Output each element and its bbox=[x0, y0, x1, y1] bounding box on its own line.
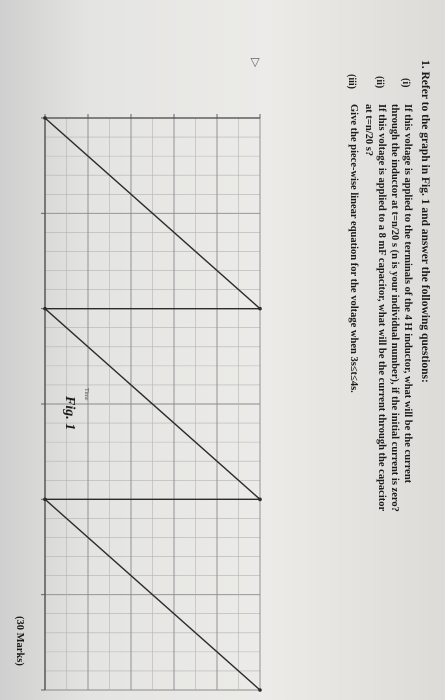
question-number: 1. bbox=[419, 60, 431, 69]
part-i-label: (i) bbox=[400, 78, 411, 88]
voltage-data-point bbox=[43, 307, 47, 311]
pen-arrow-icon: ▷ bbox=[249, 58, 263, 68]
part-ii-label: (ii) bbox=[374, 76, 385, 89]
voltage-data-point bbox=[258, 498, 262, 502]
part-ii-line-1: If this voltage is applied to a 8 mF capacitor, what will be the current through the capacitor bbox=[376, 104, 387, 512]
time-axis-unit: Time bbox=[83, 388, 89, 401]
part-iii-line-1: Give the piece-wise linear equation for the voltage when 3s≤t≤4s. bbox=[348, 104, 359, 393]
question-intro: Refer to the graph in Fig. 1 and answer the following questions: bbox=[419, 71, 431, 383]
figure-caption: Fig. 1 bbox=[62, 396, 77, 431]
part-ii-line-2: at t=n/20 s? bbox=[363, 104, 374, 157]
part-i-line-1: If this voltage is applied to the terminals of the 4 H inductor, what will be the current bbox=[402, 104, 413, 484]
voltage-data-point bbox=[43, 498, 47, 502]
marks-total: (30 Marks) bbox=[14, 616, 25, 666]
part-i-line-2: through the inductor at t=n/20 s (n is your individual number), if the initial current is zero? bbox=[389, 104, 400, 512]
voltage-data-point bbox=[258, 688, 262, 692]
part-iii-label: (iii) bbox=[346, 74, 357, 89]
voltage-data-point bbox=[258, 307, 262, 311]
voltage-data-point bbox=[43, 116, 47, 120]
